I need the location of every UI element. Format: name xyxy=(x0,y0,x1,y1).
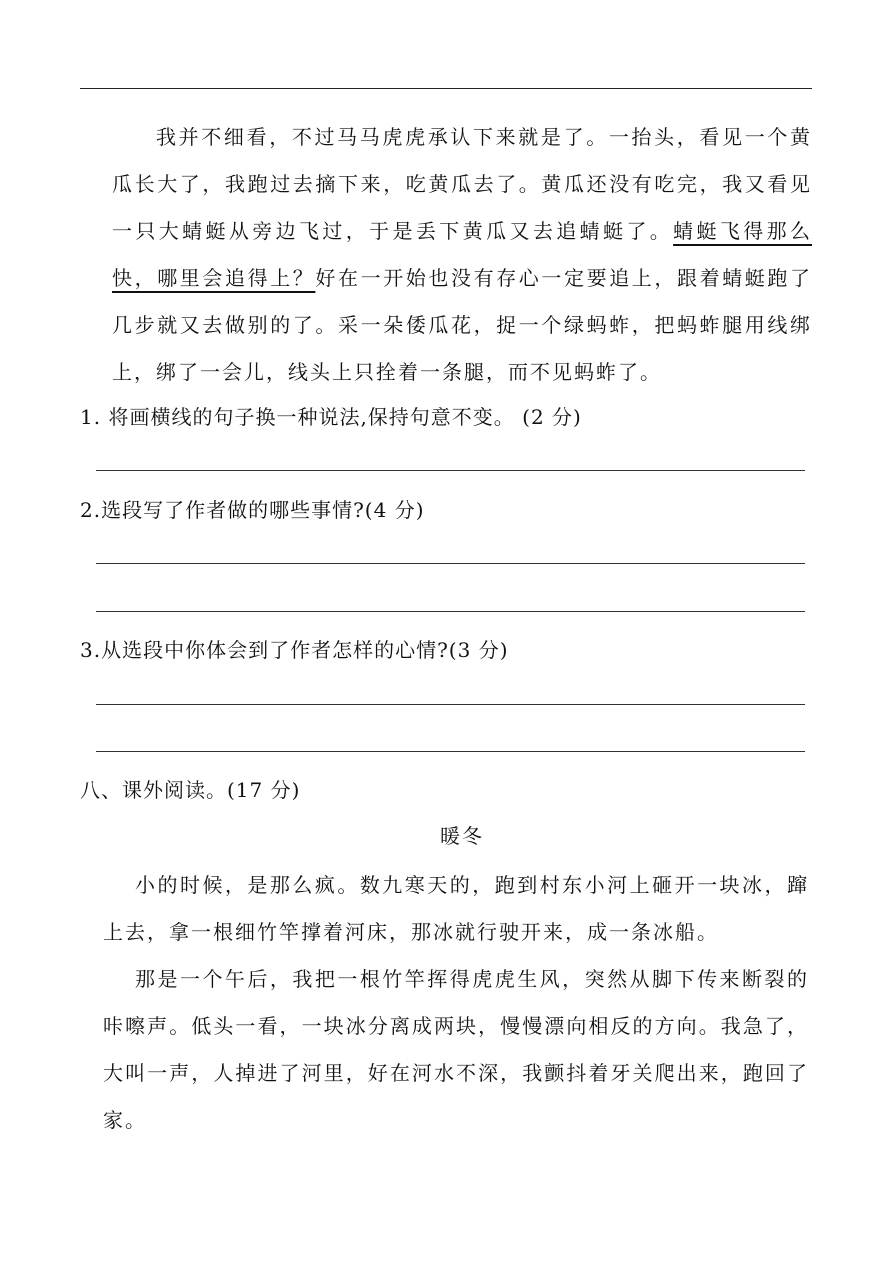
answer-line-q1[interactable] xyxy=(96,470,805,471)
excerpt-passage xyxy=(112,114,812,396)
answer-line-q2-2[interactable] xyxy=(96,611,805,612)
top-rule xyxy=(80,88,812,89)
underlined-sentence: 蜻蜓飞得那么快，哪里会追得上？ xyxy=(112,219,813,290)
question-2: 2.选段写了作者做的哪些事情?(4 分) xyxy=(80,498,425,522)
answer-line-q3-1[interactable] xyxy=(96,704,805,705)
story-title: 暖冬 xyxy=(440,824,484,848)
question-3: 3.从选段中你体会到了作者怎样的心情?(3 分) xyxy=(80,638,509,662)
section-heading: 八、课外阅读。(17 分) xyxy=(80,778,301,802)
answer-line-q3-2[interactable] xyxy=(96,751,805,752)
passage-text-after-underline: 好在一开始也没有存心一定要追上，跟着蜻蜓跑了几步就又去做别的了。采一朵倭瓜花，捉一个绿蚂蚱，把蚂蚱腿用线绑上，绑了一会儿，线头上只拴着一条腿，而不见蚂蚱了。 xyxy=(112,266,813,384)
story-paragraph-2: 那是一个午后，我把一根竹竿挥得虎虎生风，突然从脚下传来断裂的咔嚓声。低头一看，一块冰分离成两块，慢慢漂向相反的方向。我急了，大叫一声，人掉进了河里，好在河水不深，我颤抖着牙关爬出来，跑回了家。 xyxy=(103,967,809,1132)
answer-line-q2-1[interactable] xyxy=(96,563,805,564)
story-paragraph-1: 小的时候，是那么疯。数九寒天的，跑到村东小河上砸开一块冰，蹿上去，拿一根细竹竿撑着河床，那冰就行驶开来，成一条冰船。 xyxy=(103,873,809,944)
passage-text-before-underline: 我并不细看，不过马马虎虎承认下来就是了。一抬头，看见一个黄瓜长大了，我跑过去摘下来，吃黄瓜去了。黄瓜还没有吃完，我又看见一只大蜻蜓从旁边飞过，于是丢下黄瓜又去追蜻蜓了。 xyxy=(112,125,812,243)
question-1: 1. 将画横线的句子换一种说法,保持句意不变。 (2 分) xyxy=(80,405,582,429)
